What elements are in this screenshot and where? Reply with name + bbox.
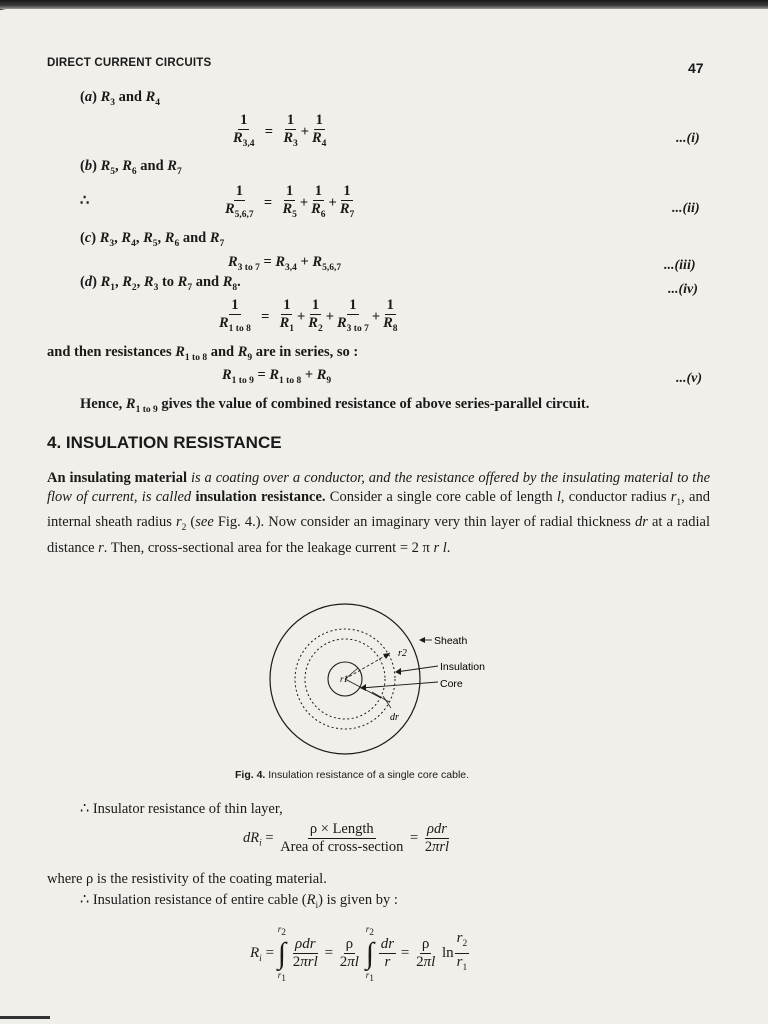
entire-cable-line: ∴ Insulation resistance of entire cable $(R_i)$ is given by : xyxy=(80,892,398,911)
section-title: INSULATION RESISTANCE xyxy=(65,433,282,452)
item-a: (a) $R_3$ and $R_4$ xyxy=(80,89,161,108)
figure-caption-text: Insulation resistance of a single core cable. xyxy=(268,769,470,781)
dr-marker xyxy=(372,692,389,702)
core-label: Core xyxy=(440,678,463,690)
r2-label: r2 xyxy=(398,648,407,659)
figure-caption-prefix: Fig. 4. xyxy=(235,769,266,781)
page-bottom-edge xyxy=(0,1016,50,1019)
section-heading xyxy=(47,433,282,453)
insulation-arrowhead xyxy=(395,668,401,675)
figure-caption xyxy=(235,769,469,781)
section-number: 4. xyxy=(47,433,62,452)
thin-layer-line: ∴ Insulator resistance of thin layer, xyxy=(80,801,283,817)
therefore-symbol: ∴ xyxy=(80,193,90,209)
equation-Ri: $R_i$ = $r_2$ ∫ $r_1$ $\frac{\text{ρdr}}{\text{2πrl}}$ = $\frac{\rho}{2\pi l}$ $r_2$ ∫ $r_1$ $\frac{dr}{r}$ = $\frac{\rho}{2\pi l}$ ln $\frac{r_2}{r_1}$ xyxy=(250,924,468,984)
cable-cross-section-figure xyxy=(260,600,510,760)
equation-tag-iii: ...(iii) xyxy=(664,258,696,273)
equation-i: $\frac{1}{R_{3,4}}$ = $\frac{1}{R_3}$ + $\frac{1}{R_4}$ xyxy=(233,112,327,149)
dr-label: dr xyxy=(390,712,399,723)
page-number: 47 xyxy=(688,60,704,76)
series-line: and then resistances $R_{1 to 8}$ and $R_9$ are in series, so : xyxy=(47,344,359,363)
equation-ii: $\frac{1}{R_{5,6,7}}$ = $\frac{1}{R_5}$ + $\frac{1}{R_6}$ + $\frac{1}{R_7}$ xyxy=(225,183,355,220)
equation-tag-iv: ...(iv) xyxy=(668,282,698,297)
item-c: (c) $R_3$, $R_4$, $R_5$, $R_6$ and $R_7$ xyxy=(80,230,225,249)
sheath-label: Sheath xyxy=(434,635,468,647)
equation-tag-v: ...(v) xyxy=(676,371,703,386)
sheath-arrowhead xyxy=(419,637,425,643)
equation-tag-ii: ...(ii) xyxy=(672,201,700,216)
hence-line: Hence, $R_{1 to 9}$ gives the value of combined resistance of above series-parallel circuit. xyxy=(80,396,590,415)
equation-v: $R_{1 to 9} = R_{1 to 8} + R_9$ xyxy=(222,367,332,386)
equation-tag-i: ...(i) xyxy=(676,131,700,146)
body-paragraph: An insulating material is a coating over a conductor, and the resistance offered by the insulating material to the flow of current, is called insulation resistance. Consider a single core cable of length l, conductor radius $r_1$, and internal sheath radius $r_2$ (see Fig. 4.). Now consider an imaginary very thin layer of radial thickness dr at a radial distance r. Then, cross-sectional area for the leakage current = 2 π r l. xyxy=(47,470,711,556)
insulation-label: Insulation xyxy=(440,661,485,673)
where-line: where ρ is the resistivity of the coating material. xyxy=(47,871,327,887)
item-b: (b) $R_5$, $R_6$ and $R_7$ xyxy=(80,158,182,177)
page-top-edge xyxy=(0,0,768,9)
core-leader xyxy=(361,682,438,688)
item-d: (d) $R_1$, $R_2$, $R_3$ to $R_7$ and $R_8$. xyxy=(80,274,241,293)
equation-iii: $R_{3 to 7} = R_{3,4} + R_{5,6,7}$ xyxy=(228,254,342,273)
equation-dRi: $dR_i$ = $\frac{\text{ρ × Length}}{\text{Area of cross-section}}$ = $\frac{\text{ρdr}}{\text{2πrl}}$ xyxy=(243,821,450,855)
r2-radius-line xyxy=(345,653,390,679)
insulation-leader xyxy=(396,666,438,672)
equation-iv: $\frac{1}{R_{1 to 8}}$ = $\frac{1}{R_1}$ + $\frac{1}{R_2}$ + $\frac{1}{R_{3 to 7}}$ + $\frac{1}{R_8}$ xyxy=(219,297,398,334)
running-header: DIRECT CURRENT CIRCUITS xyxy=(47,57,212,69)
r1-label: r1 xyxy=(340,674,349,684)
